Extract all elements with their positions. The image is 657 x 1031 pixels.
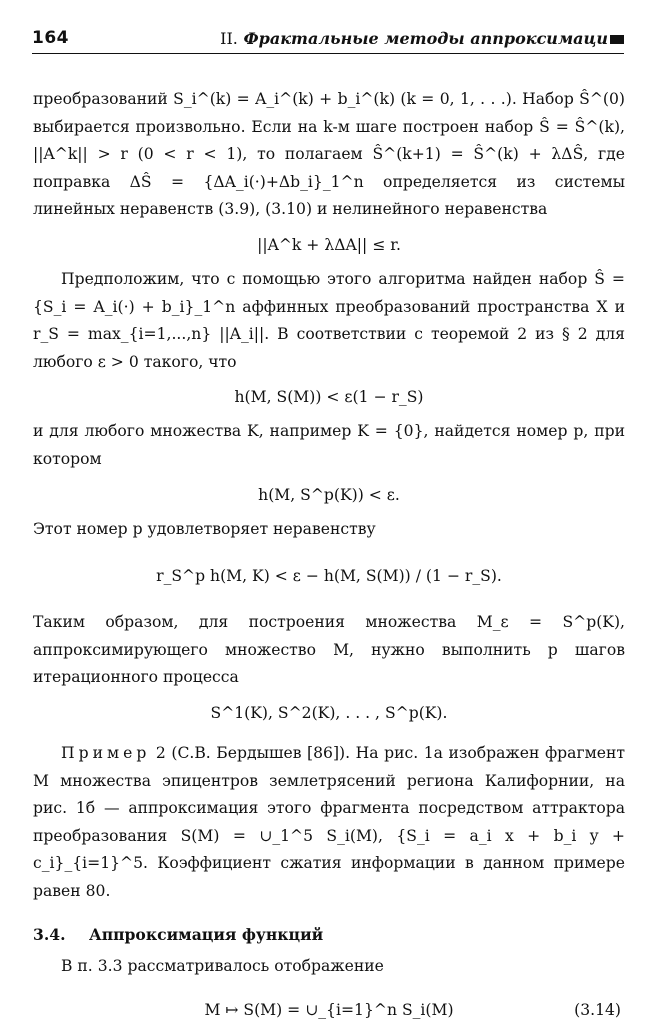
section-title: Аппроксимация функций bbox=[89, 925, 324, 945]
equation-5: S^1(K), S^2(K), . . . , S^p(K). bbox=[210, 703, 448, 722]
header-bar-mark bbox=[610, 35, 624, 44]
running-title bbox=[220, 29, 608, 48]
equation-number: (3.14) bbox=[574, 1000, 621, 1019]
paragraph-4: Этот номер p удовлетворяет неравенству bbox=[33, 519, 376, 538]
running-title-text: Фрактальные методы аппроксимаци bbox=[243, 29, 608, 48]
example-label: Пример bbox=[61, 743, 151, 762]
example-text: 2 (С.В. Бердышев [86]). На рис. 1а изображен фрагмент M множества эпицентров землетрясений региона Калифорнии, на рис. 1б — аппроксимация этого фрагмента посредством аттрактора преобразования S(M) = ∪_1^5 S_i(M), {S_i = a_i x + b_i y + c_i}_{i=1}^5. Коэффициент сжатия информации в данном примере равен 80. bbox=[33, 743, 625, 900]
equation-4: r_S^p h(M, K) < ε − h(M, S(M)) / (1 − r_S). bbox=[156, 567, 502, 586]
paragraph-2: Предположим, что с помощью этого алгоритма найден набор Ŝ = {S_i = A_i(·) + b_i}_1^n аффинных преобразований пространства X и r_S = max_{i=1,...,n} ||A_i||. В соответствии с теоремой 2 из § 2 для любого ε > 0 такого, что bbox=[33, 269, 625, 371]
equation-3-14 bbox=[33, 989, 625, 1031]
example-paragraph bbox=[33, 740, 625, 906]
section-number: 3.4. bbox=[33, 925, 66, 945]
equation-1: ||A^k + λΔA|| ≤ r. bbox=[257, 235, 401, 254]
equation-2: h(M, S(M)) < ε(1 − r_S) bbox=[234, 388, 424, 407]
page-header bbox=[32, 28, 624, 54]
page-body bbox=[33, 86, 625, 1031]
paragraph-5: Таким образом, для построения множества M_ε = S^p(K), аппроксимирующего множество M, нужно выполнить p шагов итерационного процесса bbox=[33, 613, 625, 687]
section-heading bbox=[33, 921, 625, 949]
equation-3: h(M, S^p(K)) < ε. bbox=[258, 485, 400, 504]
header-rule bbox=[32, 53, 624, 54]
paragraph-1: преобразований S_i^(k) = A_i^(k) + b_i^(k) (k = 0, 1, . . .). Набор Ŝ^(0) выбирается произвольно. Если на k-м шаге построен набор Ŝ = Ŝ^(k), ||A^k|| > r (0 < r < 1), то полагаем Ŝ^(k+1) = Ŝ^(k) + λΔŜ, где поправка ΔŜ = {ΔA_i(·)+Δb_i}_1^n определяется из системы линейных неравенств (3.9), (3.10) и нелинейного неравенства bbox=[33, 90, 625, 219]
running-title-prefix: II. bbox=[220, 29, 238, 48]
equation-3-14-body: M ↦ S(M) = ∪_{i=1}^n S_i(M) bbox=[204, 1000, 454, 1019]
section-intro: В п. 3.3 рассматривалось отображение bbox=[61, 957, 384, 976]
page-number: 164 bbox=[32, 28, 69, 48]
paragraph-3: и для любого множества K, например K = {0}, найдется номер p, при котором bbox=[33, 422, 625, 468]
